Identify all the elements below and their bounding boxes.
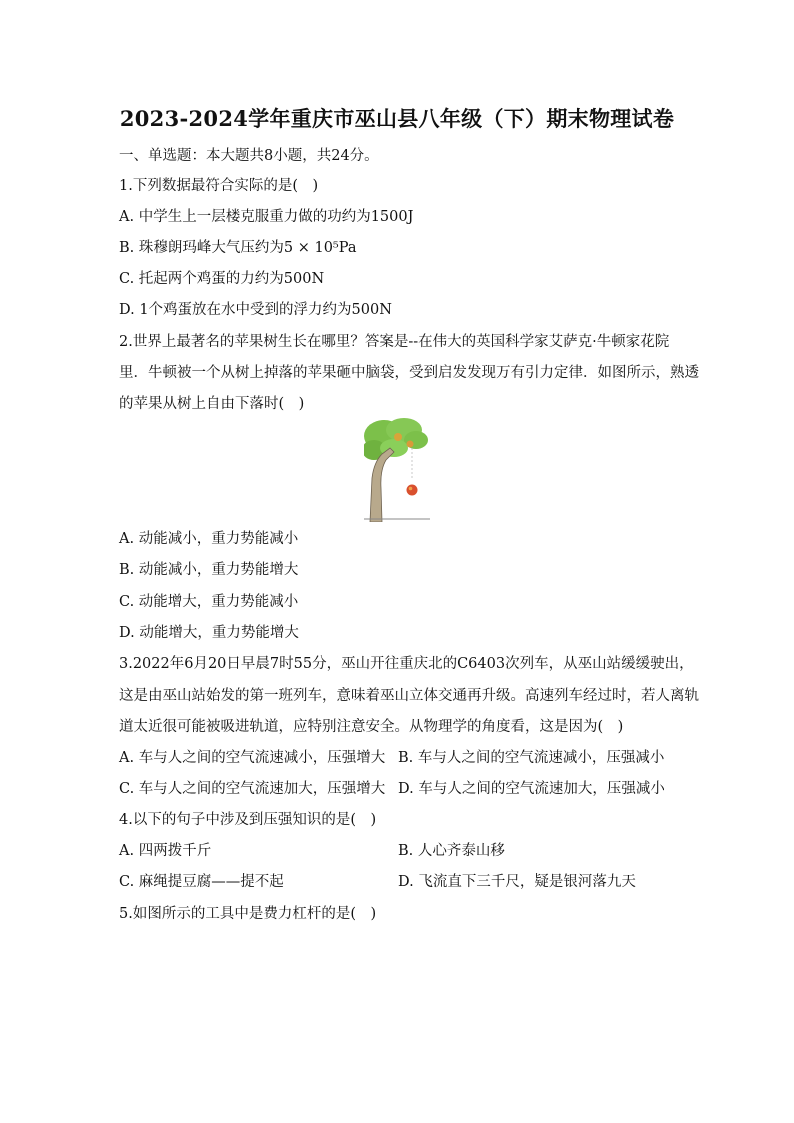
question-1-stem: 1.下列数据最符合实际的是( ) xyxy=(119,178,319,194)
question-2-stem-line-1: 2.世界上最著名的苹果树生长在哪里？答案是--在伟大的英国科学家艾萨克·牛顿家花院 xyxy=(119,334,670,350)
apple-highlight xyxy=(409,487,413,491)
question-3-option-a[interactable]: A. 车与人之间的空气流速减小，压强增大 xyxy=(119,750,386,766)
question-3-stem-line-1: 3.2022年6月20日早晨7时55分，巫山开往重庆北的C6403次列车，从巫山站缓缓驶出， xyxy=(119,656,694,672)
apple-on-tree-icon xyxy=(394,433,402,441)
question-4-option-b[interactable]: B. 人心齐泰山移 xyxy=(398,843,505,859)
question-5-stem: 5.如图所示的工具中是费力杠杆的是( ) xyxy=(119,906,377,922)
question-2-option-c[interactable]: C. 动能增大，重力势能减小 xyxy=(119,594,299,610)
question-3-stem-line-3: 道太近很可能被吸进轨道，应特别注意安全。从物理学的角度看，这是因为( ) xyxy=(119,719,624,735)
apple-tree-figure xyxy=(364,418,430,522)
falling-apple-icon xyxy=(407,485,418,496)
question-4-stem: 4.以下的句子中涉及到压强知识的是( ) xyxy=(119,812,377,828)
question-1-option-d[interactable]: D. 1个鸡蛋放在水中受到的浮力约为500N xyxy=(119,302,392,318)
section-heading: 一、单选题：本大题共8小题，共24分。 xyxy=(119,148,379,164)
question-4-option-a[interactable]: A. 四两拨千斤 xyxy=(119,843,212,859)
question-3-option-c[interactable]: C. 车与人之间的空气流速加大，压强增大 xyxy=(119,781,386,797)
exam-title: 2023-2024学年重庆市巫山县八年级（下）期末物理试卷 xyxy=(119,106,675,131)
question-2-option-b[interactable]: B. 动能减小，重力势能增大 xyxy=(119,562,299,578)
question-4-option-d[interactable]: D. 飞流直下三千尺，疑是银河落九天 xyxy=(398,874,636,890)
question-2-stem-line-3: 的苹果从树上自由下落时( ) xyxy=(119,396,305,412)
question-4-option-c[interactable]: C. 麻绳提豆腐——提不起 xyxy=(119,874,284,890)
question-3-option-d[interactable]: D. 车与人之间的空气流速加大，压强减小 xyxy=(398,781,665,797)
question-2-option-a[interactable]: A. 动能减小，重力势能减小 xyxy=(119,531,299,547)
question-3-option-b[interactable]: B. 车与人之间的空气流速减小，压强减小 xyxy=(398,750,665,766)
apple-on-tree-icon xyxy=(407,441,414,448)
question-1-option-c[interactable]: C. 托起两个鸡蛋的力约为500N xyxy=(119,271,325,287)
question-1-option-a[interactable]: A. 中学生上一层楼克服重力做的功约为1500J xyxy=(119,209,414,225)
question-3-stem-line-2: 这是由巫山站始发的第一班列车，意味着巫山立体交通再升级。高速列车经过时，若人离轨 xyxy=(119,688,699,704)
question-2-stem-line-2: 里．牛顿被一个从树上掉落的苹果砸中脑袋，受到启发发现万有引力定律．如图所示，熟透 xyxy=(119,365,699,381)
question-2-option-d[interactable]: D. 动能增大，重力势能增大 xyxy=(119,625,299,641)
question-1-option-b[interactable]: B. 珠穆朗玛峰大气压约为5 × 10⁵Pa xyxy=(119,240,357,256)
